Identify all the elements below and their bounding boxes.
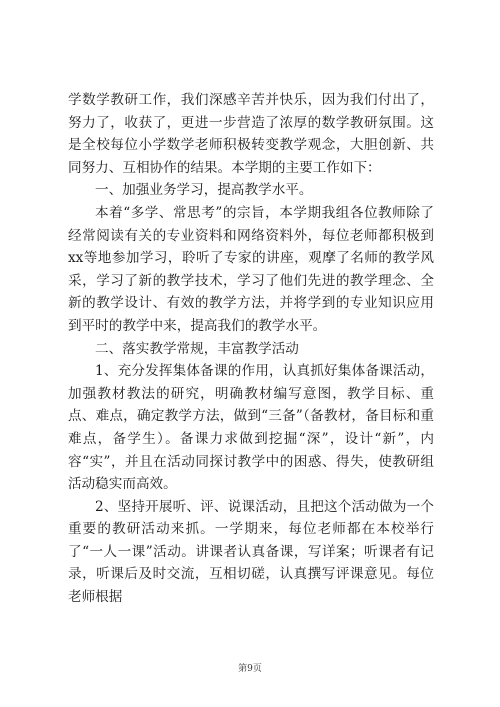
section-heading-1: 一、加强业务学习，提高教学水平。 <box>95 182 313 199</box>
paragraph-lesson-prep: 1、充分发挥集体备课的作用，认真抓好集体备课活动，加强教材教法的研究，明确教材编写意图，教学目标、重点、难点，确定教学方法，做到“三备”（备教材，备目标和重难点，备学生）。备课力求做到挖掘“深”，设计“新”，内容“实”，并且在活动同探讨教学中的困惑、得失，使教研组活动稳实而高效。 <box>68 363 434 493</box>
paragraph-lesson-observation: 2、坚持开展听、评、说课活动，且把这个活动做为一个重要的教研活动来抓。一学期来，每位老师都在本校举行了“一人一课”活动。讲课者认真备课，写详案；听课者有记录，听课后及时交流，互相切磋，认真撰写评课意见。每位老师根据 <box>68 498 434 606</box>
section-heading-2: 二、落实教学常规，丰富教学活动 <box>95 340 299 357</box>
paragraph-intro-continuation: 学数学教研工作，我们深感辛苦并快乐，因为我们付出了，努力了，收获了，更进一步营造了浓厚的数学教研氛围。这是全校每位小学数学老师积极转变教学观念，大胆创新、共同努力、互相协作的结果。本学期的主要工作如下： <box>68 92 434 176</box>
body-text <box>68 89 434 609</box>
paragraph-study: 本着“多学、常思考”的宗旨，本学期我组各位教师除了经常阅读有关的专业资料和网络资料外，每位老师都积极到xx等地参加学习，聆听了专家的讲座，观摩了名师的教学风采，学习了新的教学技术，学习了他们先进的教学理念、全新的教学设计、有效的教学方法，并将学到的专业知识应用到平时的教学中来，提高我们的教学水平。 <box>68 204 434 334</box>
page-number: 第9页 <box>238 664 262 674</box>
